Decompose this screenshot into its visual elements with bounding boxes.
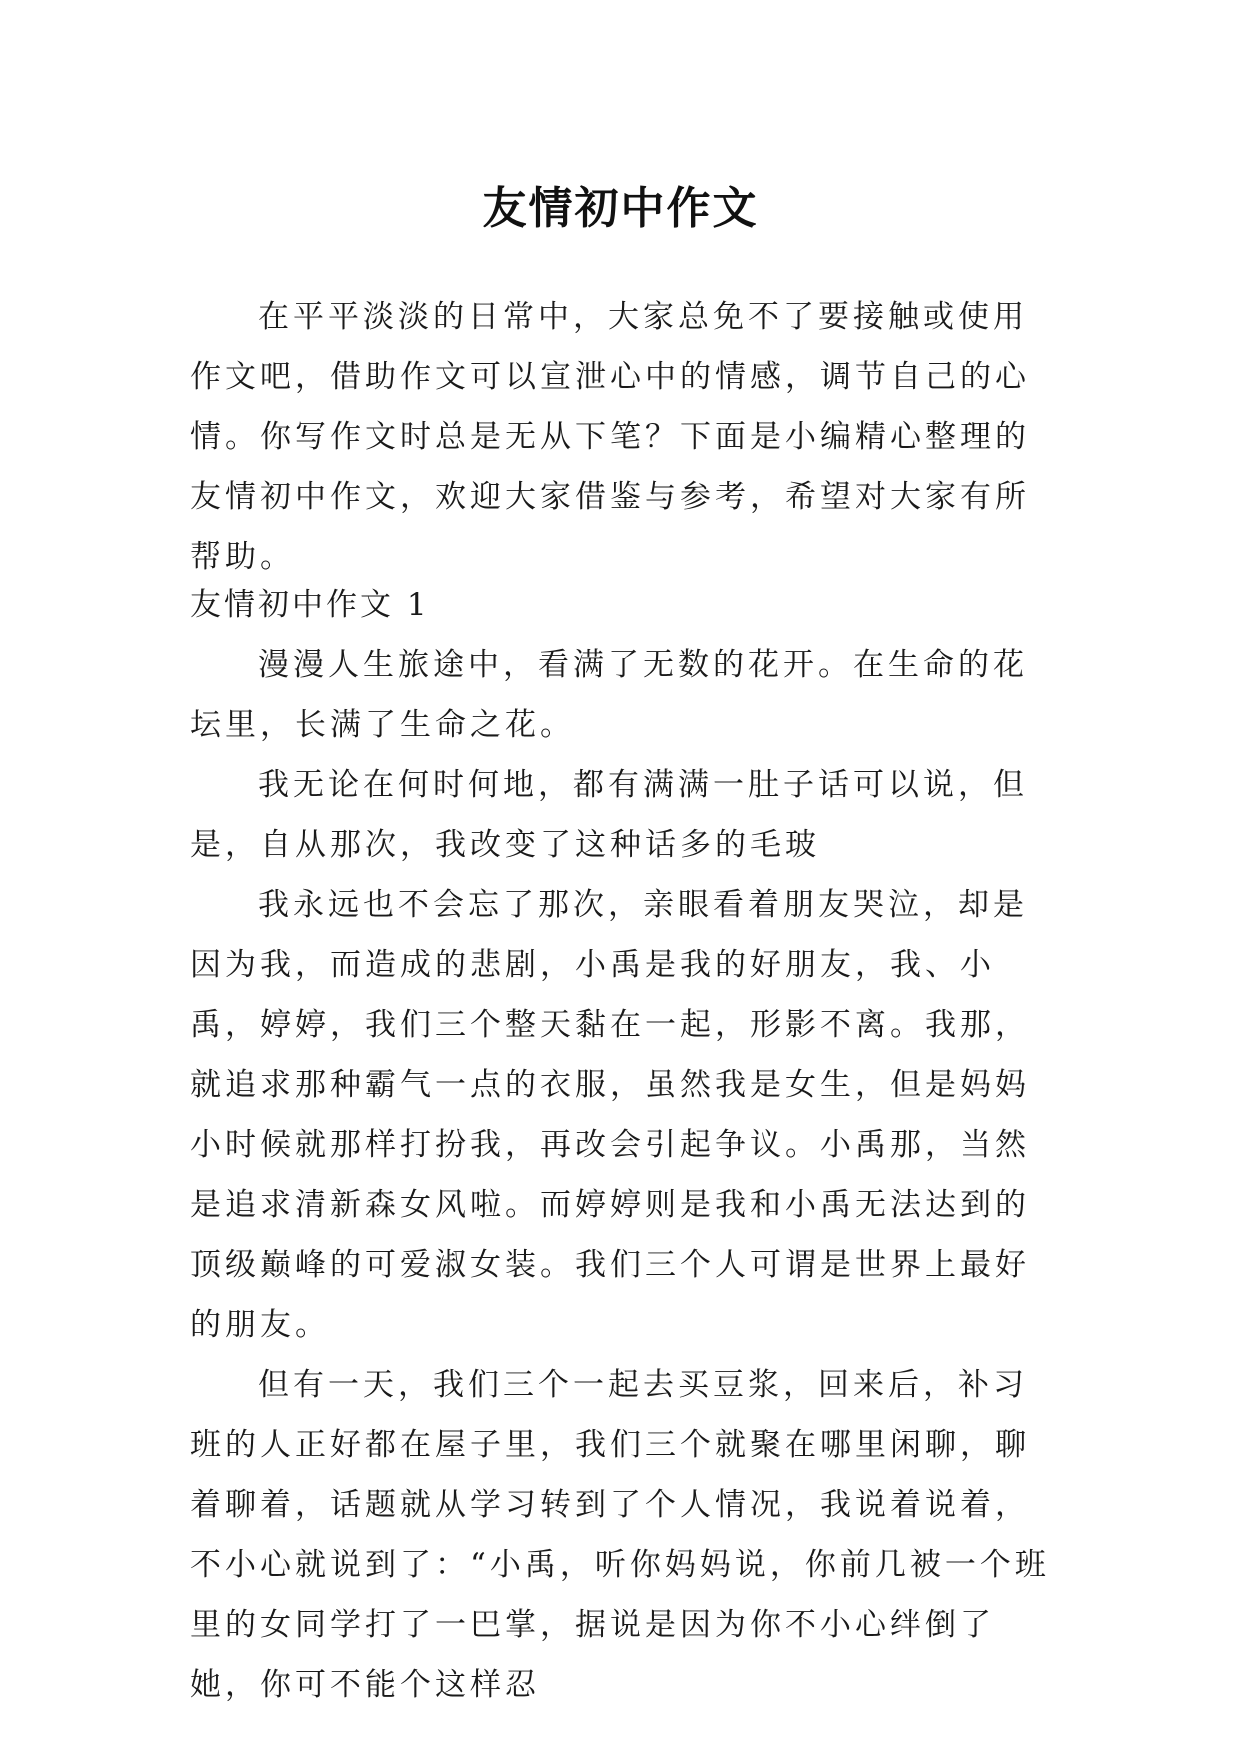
essay-paragraph-3: 我永远也不会忘了那次，亲眼看着朋友哭泣，却是因为我，而造成的悲剧，小禹是我的好朋友，我、小禹，婷婷，我们三个整天黏在一起，形影不离。我那，就追求那种霸气一点的衣服，虽然我是女生，但是妈妈小时候就那样打扮我，再改会引起争议。小禹那，当然是追求清新森女风啦。而婷婷则是我和小禹无法达到的顶级巅峰的可爱淑女装。我们三个人可谓是世界上最好的朋友。 — [190, 887, 1030, 1343]
document-title: 友情初中作文 — [482, 183, 759, 235]
essay-paragraph-1: 漫漫人生旅途中，看满了无数的花开。在生命的花坛里，长满了生命之花。 — [190, 647, 1028, 743]
essay-body — [190, 635, 1050, 1715]
essay-paragraph-2: 我无论在何时何地，都有满满一肚子话可以说，但是，自从那次，我改变了这种话多的毛玻 — [190, 767, 1028, 863]
section-heading: 友情初中作文 1 — [190, 587, 430, 623]
intro-paragraph: 在平平淡淡的日常中，大家总免不了要接触或使用作文吧，借助作文可以宣泄心中的情感，调节自己的心情。你写作文时总是无从下笔？下面是小编精心整理的友情初中作文，欢迎大家借鉴与参考，希望对大家有所帮助。 — [190, 299, 1030, 575]
essay-paragraph-4: 但有一天，我们三个一起去买豆浆，回来后，补习班的人正好都在屋子里，我们三个就聚在哪里闲聊，聊着聊着，话题就从学习转到了个人情况，我说着说着，不小心就说到了：“小禹，听你妈妈说，你前几被一个班里的女同学打了一巴掌，据说是因为你不小心绊倒了她，你可不能个这样忍 — [190, 1367, 1050, 1703]
